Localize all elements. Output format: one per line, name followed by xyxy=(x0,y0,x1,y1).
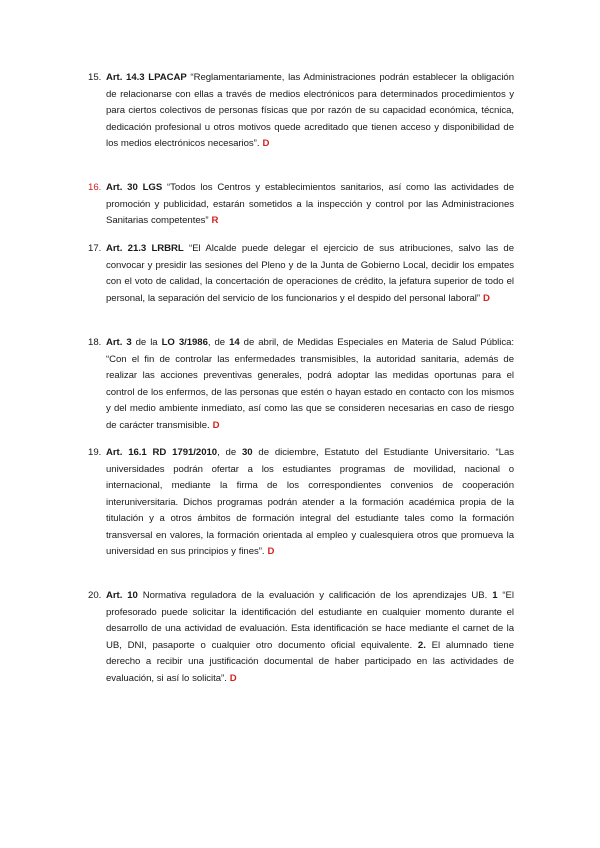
answer-mark: D xyxy=(212,419,220,431)
text-segment: , de xyxy=(207,337,230,348)
item-text xyxy=(106,588,514,687)
article-quote: “El Alcalde puede delegar el ejercicio de sus atribuciones, salvo las de convocar y presidir las sesiones del Pleno y de la Junta de Gobierno Local, decidir los empates con el voto de calidad, la concertación de operaciones de crédito, la jefatura superior de todo el personal, la separación del servicio de los funcionarios y el despido del personal laboral” xyxy=(106,243,514,304)
answer-mark: D xyxy=(483,292,490,304)
article-reference: Art. 21.3 LRBRL xyxy=(106,243,184,254)
answer-mark: D xyxy=(267,546,275,557)
article-reference: Art. 16.1 RD 1791/2010 xyxy=(106,447,218,458)
item-text xyxy=(106,241,514,307)
question-item-19 xyxy=(88,445,514,561)
answer-mark: D xyxy=(229,672,237,684)
item-text xyxy=(106,70,514,153)
item-number: 19. xyxy=(88,447,102,458)
date-reference: 30 xyxy=(241,447,253,458)
article-reference: Art. 3 xyxy=(106,337,132,348)
point-reference: 1 xyxy=(492,590,498,601)
item-text xyxy=(106,335,514,434)
article-quote: “El profesorado puede solicitar la identificación del estudiante en cualquier momento durante el desarrollo de una actividad de evaluación. Esta identificación se hace mediante el carnet de la UB, DNI, pasaporte o cualquier otro documento oficial equivalente. xyxy=(106,590,514,651)
answer-mark: R xyxy=(211,215,219,226)
question-item-18 xyxy=(88,335,514,434)
text-segment: , de xyxy=(217,447,242,458)
article-quote: El alumnado tiene derecho a recibir una justificación documental de haber participado en las actividades de evaluación, si así lo solicita”. xyxy=(106,639,515,684)
article-quote: de diciembre, Estatuto del Estudiante Universitario. “Las universidades podrán ofertar a los estudiantes programas de movilidad, nacional o internacional, mediante la firma de los correspondientes convenios de cooperación interuniversitaria. Dichos programas podrán atender a la formación académica propia de la titulación y a otros ámbitos de formación integral del estudiante tales como la formación transversal en valores, la formación orientada al empleo y cualesquiera otros que promueva la universidad en sus principios y fines”. xyxy=(106,447,514,557)
item-number: 20. xyxy=(88,590,102,601)
date-reference: 14 xyxy=(229,337,240,348)
point-reference: 2. xyxy=(417,639,426,651)
item-number: 16. xyxy=(88,182,102,193)
article-quote: de abril, de Medidas Especiales en Materia de Salud Pública: “Con el fin de controlar las enfermedades transmisibles, la autoridad sanitaria, además de realizar las acciones preventivas generales, podrá adoptar las medidas oportunas para el control de los enfermos, de las personas que estén o hayan estado en contacto con los mismos y del medio ambiente inmediato, así como las que se consideren necesarias en caso de riesgo de carácter transmisible. xyxy=(106,337,514,431)
law-reference: LO 3/1986 xyxy=(161,337,208,348)
item-number: 17. xyxy=(88,243,102,254)
item-text xyxy=(106,445,514,561)
text-segment: de la xyxy=(131,337,162,348)
item-number: 15. xyxy=(88,72,102,83)
item-number: 18. xyxy=(88,337,102,348)
article-reference: Art. 10 xyxy=(106,590,138,601)
question-item-15 xyxy=(88,70,514,153)
answer-mark: D xyxy=(262,138,270,149)
article-quote: “Reglamentariamente, las Administraciones podrán establecer la obligación de relacionarse con ellas a través de medios electrónicos para determinados procedimientos y para ciertos colectivos de personas físicas que por razón de su capacidad económica, técnica, dedicación profesional u otros motivos quede acreditado que tienen acceso y disponibilidad de los medios electrónicos necesarios”. xyxy=(106,72,514,149)
article-reference: Art. 14.3 LPACAP xyxy=(106,72,187,83)
question-item-20 xyxy=(88,588,515,687)
item-text xyxy=(106,180,514,230)
question-item-16 xyxy=(88,180,514,230)
question-item-17 xyxy=(88,241,514,307)
text-segment: Normativa reguladora de la evaluación y calificación de los aprendizajes UB. xyxy=(137,590,493,601)
article-quote: “Todos los Centros y establecimientos sanitarios, así como las actividades de promoción y publicidad, estarán sometidos a la inspección y control por las Administraciones Sanitarias competentes” xyxy=(106,182,514,226)
article-reference: Art. 30 LGS xyxy=(106,182,163,193)
